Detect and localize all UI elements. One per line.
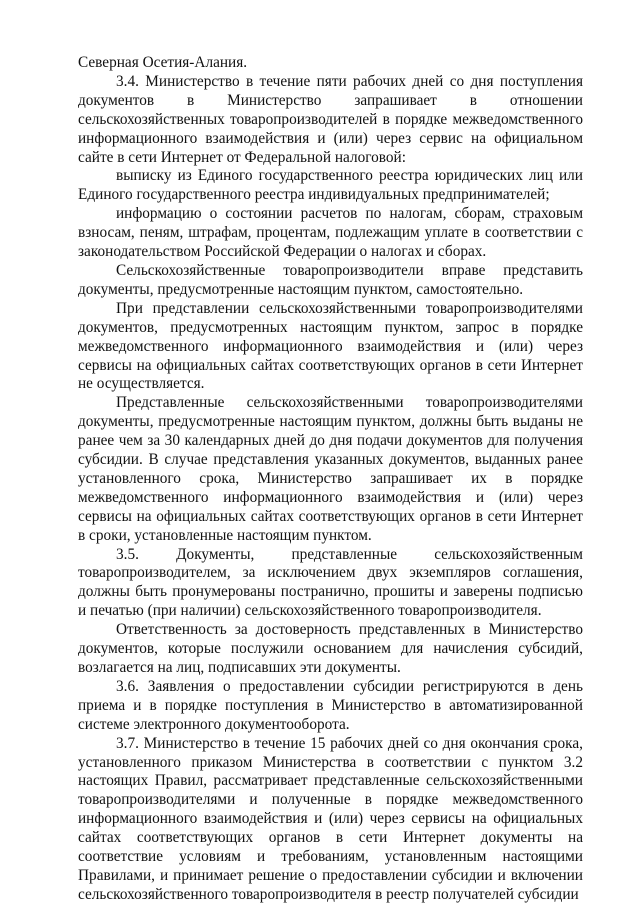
document-page (78, 54, 583, 905)
paragraph-no-interagency-request: При представлении сельскохозяйственными товаропроизводителями документов, предусмотренных настоящим пунктом, запрос в порядке межведомственного информационного взаимодействия и (или) через сервисы на официальных сайтах соответствующих органов в сети Интернет не осуществляется. (78, 299, 583, 393)
paragraph-3-5: 3.5. Документы, представленные сельскохозяйственным товаропроизводителем, за исключением двух экземпляров соглашения, должны быть пронумерованы постранично, прошиты и заверены подписью и печатью (при наличии) сельскохозяйственного товаропроизводителя. (78, 545, 583, 620)
paragraph-self-submission: Сельскохозяйственные товаропроизводители вправе представить документы, предусмотренные настоящим пунктом, самостоятельно. (78, 261, 583, 298)
paragraph-tax-settlement-info: информацию о состоянии расчетов по налогам, сборам, страховым взносам, пеням, штрафам, процентам, подлежащим уплате в соответствии с законодательством Российской Федерации о налогах и сборах. (78, 205, 583, 261)
paragraph-responsibility: Ответственность за достоверность представленных в Министерство документов, которые послужили основанием для начисления субсидий, возлагается на лиц, подписавших эти документы. (78, 621, 583, 676)
paragraph-3-6: 3.6. Заявления о предоставлении субсидии регистрируются в день приема и в порядке поступления в Министерство в автоматизированной системе электронного документооборота. (78, 677, 583, 733)
paragraph-3-4: 3.4. Министерство в течение пяти рабочих дней со дня поступления документов в Министерство запрашивает в отношении сельскохозяйственных товаропроизводителей в порядке межведомственного информационного взаимодействия и (или) через сервис на официальном сайте в сети Интернет от Федеральной налоговой: (78, 72, 583, 166)
paragraph-egrul-extract: выписку из Единого государственного реестра юридических лиц или Единого государственного реестра индивидуальных предпринимателей; (78, 167, 583, 204)
paragraph-3-7: 3.7. Министерство в течение 15 рабочих дней со дня окончания срока, установленного приказом Министерства в соответствии с пунктом 3.2 настоящих Правил, рассматривает представленные сельскохозяйственными товаропроизводителями и полученные в порядке межведомственного информационного взаимодействия и (или) через сервисы на официальных сайтах соответствующих органов в сети Интернет документы на соответствие условиям и требованиям, установленным настоящими Правилами, и принимает решение о предоставлении субсидии и включении сельскохозяйственного товаропроизводителя в реестр получателей субсидии (78, 734, 583, 903)
paragraph-region-name: Северная Осетия-Алания. (78, 54, 248, 71)
paragraph-document-validity: Представленные сельскохозяйственными товаропроизводителями документы, предусмотренные настоящим пунктом, должны быть выданы не ранее чем за 30 календарных дней до дня подачи документов для получения субсидии. В случае представления указанных документов, выданных ранее установленного срока, Министерство запрашивает их в порядке межведомственного информационного взаимодействия и (или) через сервисы на официальных сайтах соответствующих органов в сети Интернет в сроки, установленные настоящим пунктом. (78, 394, 583, 544)
